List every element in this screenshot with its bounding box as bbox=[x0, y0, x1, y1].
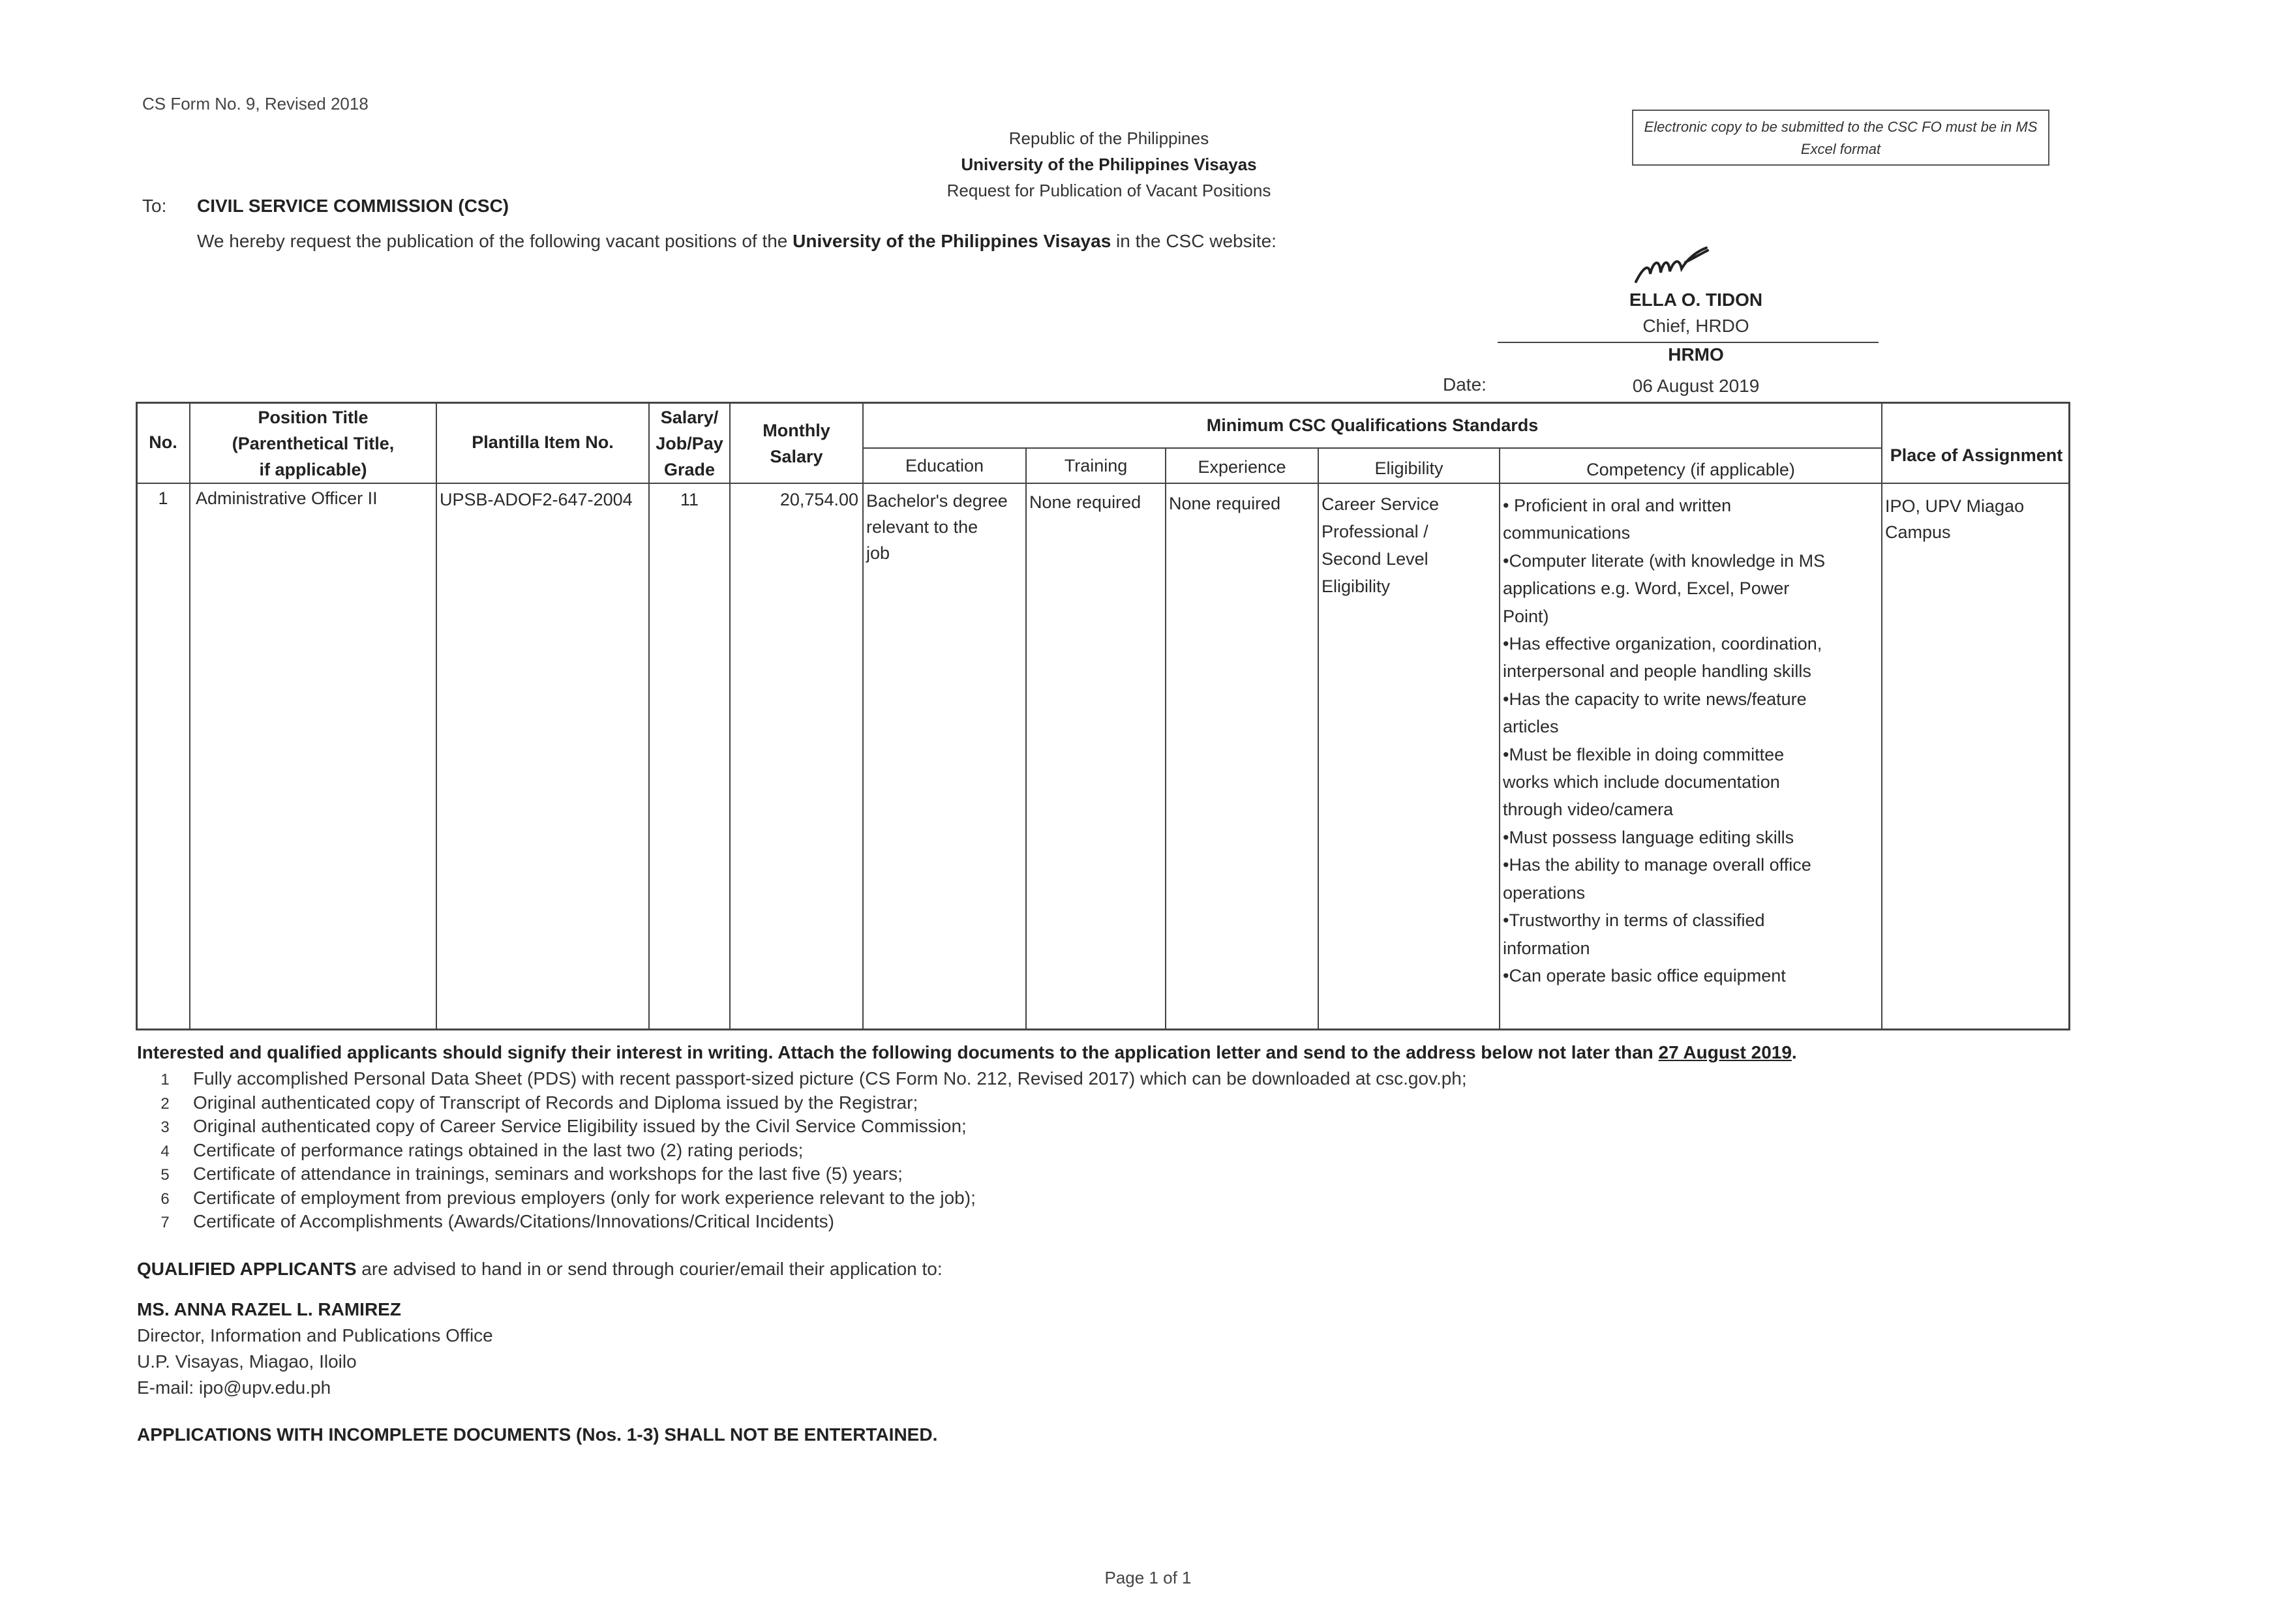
request-statement bbox=[197, 231, 1276, 252]
header-salary-grade-line: Grade bbox=[663, 460, 716, 479]
cell-education bbox=[866, 488, 1027, 566]
qualifications-subheader-divider bbox=[862, 447, 1881, 449]
table-header-divider bbox=[136, 483, 2070, 484]
date-label: Date: bbox=[1443, 374, 1487, 395]
document-number: 6 bbox=[160, 1190, 170, 1208]
instructions-text: Interested and qualified applicants should signify their interest in writing. Attach the following documents to the application letter and send to the address below not later than bbox=[137, 1042, 1659, 1062]
header-salary-grade-line: Salary/ bbox=[660, 408, 719, 427]
competency-line: Point) bbox=[1503, 606, 1549, 626]
cell-eligibility-line: Second Level bbox=[1322, 549, 1428, 569]
contact-name: MS. ANNA RAZEL L. RAMIREZ bbox=[137, 1299, 401, 1319]
cell-eligibility-line: Professional / bbox=[1322, 522, 1428, 541]
competency-line: applications e.g. Word, Excel, Power bbox=[1503, 578, 1790, 599]
cell-competency bbox=[1503, 492, 1881, 989]
document-item bbox=[137, 1067, 2029, 1091]
competency-line: •Can operate basic office equipment bbox=[1503, 965, 1786, 985]
header-position-title-line: if applicable) bbox=[259, 460, 367, 479]
cell-education-line: Bachelor's degree bbox=[866, 491, 1008, 511]
header-monthly-salary bbox=[731, 417, 862, 470]
competency-line: articles bbox=[1503, 717, 1559, 737]
cell-eligibility-line: Eligibility bbox=[1322, 577, 1391, 596]
header-eligibility: Eligibility bbox=[1374, 458, 1443, 478]
competency-line: •Must be flexible in doing committee bbox=[1503, 744, 1785, 764]
document-number: 2 bbox=[160, 1094, 170, 1113]
document-item bbox=[137, 1186, 2029, 1210]
cell-experience: None required bbox=[1169, 494, 1281, 513]
qualified-applicants-label: QUALIFIED APPLICANTS bbox=[137, 1259, 357, 1279]
document-number: 4 bbox=[160, 1142, 170, 1160]
cell-eligibility-line: Career Service bbox=[1322, 494, 1440, 514]
header-university: University of the Philippines Visayas bbox=[961, 155, 1257, 174]
vacant-positions-table bbox=[136, 402, 2070, 1030]
cell-education-line: relevant to the bbox=[866, 517, 978, 537]
header-experience: Experience bbox=[1198, 457, 1286, 477]
competency-line: interpersonal and people handling skills bbox=[1503, 661, 1811, 682]
document-number: 1 bbox=[160, 1071, 170, 1089]
document-item bbox=[137, 1162, 2029, 1186]
required-documents-list bbox=[137, 1067, 2029, 1234]
header-position-title bbox=[190, 404, 436, 483]
date-value: 06 August 2019 bbox=[1632, 376, 1760, 396]
competency-line: •Must possess language editing skills bbox=[1503, 827, 1794, 847]
document-header bbox=[848, 125, 1370, 203]
document-text: Certificate of attendance in trainings, seminars and workshops for the last five (5) years; bbox=[193, 1164, 903, 1184]
competency-line: •Has effective organization, coordination, bbox=[1503, 634, 1822, 654]
document-text: Certificate of employment from previous employers (only for work experience relevant to the job); bbox=[193, 1187, 976, 1208]
header-position-title-line: (Parenthetical Title, bbox=[232, 434, 395, 453]
cell-position: Administrative Officer II bbox=[196, 488, 378, 508]
header-training: Training bbox=[1064, 456, 1128, 475]
header-plantilla: Plantilla Item No. bbox=[472, 432, 614, 452]
header-place: Place of Assignment bbox=[1890, 445, 2063, 465]
contact-address: U.P. Visayas, Miagao, Iloilo bbox=[137, 1351, 357, 1372]
header-republic: Republic of the Philippines bbox=[1008, 128, 1209, 148]
qualified-applicants-note bbox=[137, 1259, 943, 1280]
competency-line: •Computer literate (with knowledge in MS bbox=[1503, 550, 1826, 571]
instructions-end: . bbox=[1791, 1042, 1797, 1062]
form-number: CS Form No. 9, Revised 2018 bbox=[142, 94, 369, 113]
page-number: Page 1 of 1 bbox=[1104, 1568, 1192, 1587]
cell-plantilla: UPSB-ADOF2-647-2004 bbox=[440, 490, 633, 509]
col-divider bbox=[862, 402, 864, 1030]
document-number: 3 bbox=[160, 1119, 170, 1136]
header-position-title-line: Position Title bbox=[258, 408, 369, 427]
header-salary-grade-line: Job/Pay bbox=[656, 434, 723, 453]
cell-training: None required bbox=[1029, 492, 1141, 512]
request-agency: University of the Philippines Visayas bbox=[793, 231, 1111, 251]
header-monthly-salary-line: Monthly bbox=[763, 421, 830, 440]
addressee-name: CIVIL SERVICE COMMISSION (CSC) bbox=[197, 196, 509, 216]
document-text: Original authenticated copy of Transcript of Records and Diploma issued by the Registrar; bbox=[193, 1092, 918, 1113]
contact-position: Director, Information and Publications Office bbox=[137, 1325, 493, 1345]
cell-grade: 11 bbox=[680, 490, 699, 509]
cell-no: 1 bbox=[158, 488, 168, 508]
qualified-applicants-text: are advised to hand in or send through courier/email their application to: bbox=[356, 1259, 943, 1279]
header-competency: Competency (if applicable) bbox=[1586, 460, 1795, 479]
to-label: To: bbox=[142, 196, 167, 216]
competency-line: information bbox=[1503, 938, 1590, 958]
document-text: Original authenticated copy of Career Service Eligibility issued by the Civil Service Commission; bbox=[193, 1116, 967, 1136]
cell-salary: 20,754.00 bbox=[779, 490, 858, 509]
competency-line: •Has the ability to manage overall office bbox=[1503, 855, 1811, 875]
document-item bbox=[137, 1210, 2029, 1234]
competency-line: •Has the capacity to write news/feature bbox=[1503, 689, 1807, 709]
incomplete-documents-warning: APPLICATIONS WITH INCOMPLETE DOCUMENTS (Nos. 1-3) SHALL NOT BE ENTERTAINED. bbox=[137, 1424, 938, 1445]
request-text-after: in the CSC website: bbox=[1111, 231, 1276, 251]
document-text: Certificate of performance ratings obtained in the last two (2) rating periods; bbox=[193, 1139, 804, 1160]
signatory-title: HRMO bbox=[1668, 344, 1724, 365]
cell-place bbox=[1885, 493, 2069, 545]
request-text-before: We hereby request the publication of the following vacant positions of the bbox=[197, 231, 793, 251]
header-qualifications: Minimum CSC Qualifications Standards bbox=[1206, 415, 1539, 435]
document-item bbox=[137, 1139, 2029, 1163]
header-salary-grade bbox=[650, 404, 729, 483]
col-divider bbox=[1165, 449, 1166, 1030]
col-divider bbox=[1881, 402, 1882, 1030]
cell-education-line: job bbox=[866, 543, 890, 563]
document-number: 7 bbox=[160, 1214, 170, 1231]
table-border-top bbox=[136, 402, 2070, 404]
contact-address-block bbox=[137, 1297, 493, 1401]
cell-place-line: Campus bbox=[1885, 522, 1951, 542]
competency-line: works which include documentation bbox=[1503, 772, 1780, 792]
cell-place-line: IPO, UPV Miagao bbox=[1885, 496, 2025, 516]
contact-email: E-mail: ipo@upv.edu.ph bbox=[137, 1377, 331, 1398]
header-education: Education bbox=[905, 456, 984, 475]
signatory-name: ELLA O. TIDON bbox=[1629, 290, 1763, 310]
deadline-date: 27 August 2019 bbox=[1658, 1042, 1792, 1062]
competency-line: • Proficient in oral and written bbox=[1503, 496, 1732, 515]
document-item bbox=[137, 1115, 2029, 1139]
competency-line: •Trustworthy in terms of classified bbox=[1503, 910, 1765, 931]
document-text: Fully accomplished Personal Data Sheet (PDS) with recent passport-sized picture (CS Form No. 212, Revised 2017) which can be downloaded at csc.gov.ph; bbox=[193, 1068, 1467, 1089]
competency-line: through video/camera bbox=[1503, 800, 1674, 820]
header-monthly-salary-line: Salary bbox=[770, 447, 823, 466]
excel-format-note: Electronic copy to be submitted to the CSC FO must be in MS Excel format bbox=[1632, 110, 2049, 166]
header-request-title: Request for Publication of Vacant Positions bbox=[946, 181, 1271, 200]
table-border-bottom bbox=[136, 1029, 2070, 1030]
application-instructions bbox=[137, 1042, 2094, 1063]
cell-eligibility bbox=[1322, 490, 1500, 600]
competency-line: operations bbox=[1503, 882, 1586, 903]
signatory-role: Chief, HRDO bbox=[1642, 316, 1749, 336]
signature-mark bbox=[1631, 243, 1722, 288]
header-no: No. bbox=[149, 432, 177, 452]
document-number: 5 bbox=[160, 1166, 170, 1184]
competency-line: communications bbox=[1503, 523, 1631, 543]
document-text: Certificate of Accomplishments (Awards/Citations/Innovations/Critical Incidents) bbox=[193, 1211, 834, 1231]
col-divider bbox=[1318, 449, 1319, 1030]
col-divider bbox=[436, 402, 437, 1030]
signature-line bbox=[1498, 342, 1879, 343]
document-item bbox=[137, 1091, 2029, 1115]
